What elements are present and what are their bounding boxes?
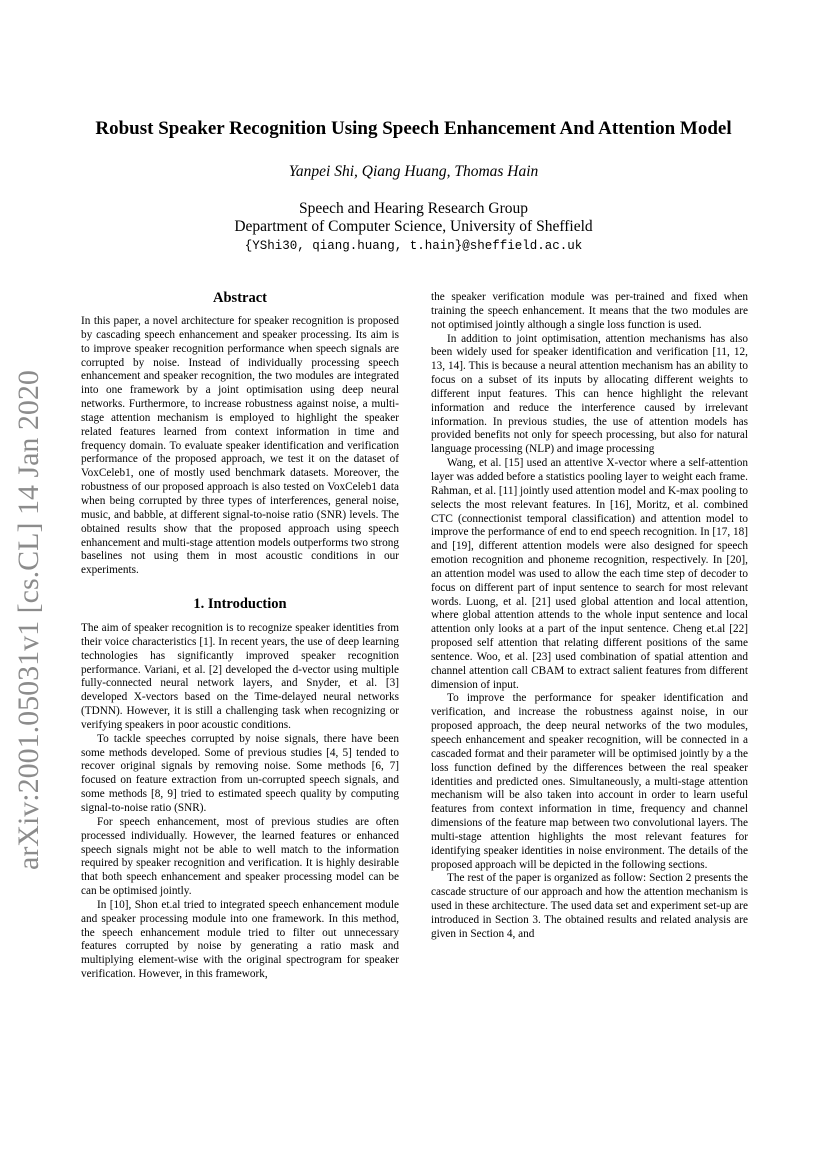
arxiv-stamp xyxy=(14,300,54,870)
author-emails: {YShi30, qiang.huang, t.hain}@sheffield.ac.uk xyxy=(244,239,583,253)
abstract-heading: Abstract xyxy=(213,290,267,306)
arxiv-identifier: arXiv:2001.05031v1 [cs.CL] 14 Jan 2020 xyxy=(12,370,45,870)
abstract-text: In this paper, a novel architecture for speaker recognition is proposed by cascading speech enhancement and speaker processing. Its aim is to improve speaker recognition performance when speech signals are corrupted by noise. Instead of individually processing speech enhancement and speaker recognition, the two modules are integrated into one framework by a joint optimisation using deep neural networks. Furthermore, to increase robustness against noise, a multi-stage attention mechanism is employed to highlight the speaker related features learned from context information in time and frequency domain. To evaluate speaker identification and verification performance of the proposed approach, we test it on the dataset of VoxCeleb1, one of mostly used benchmark datasets. Moreover, the robustness of our proposed approach is also tested on VoxCeleb1 data when being corrupted by three types of interferences, general noise, music, and babble, at different signal-to-noise ratio (SNR) levels. The obtained results show that the proposed approach using speech enhancement and multi-stage attention models outperforms two strong baselines not using them in most acoustic conditions in our experiments. xyxy=(81,315,399,577)
left-column xyxy=(81,290,399,982)
intro-paragraph-4: In [10], Shon et.al tried to integrated speech enhancement module and speaker processing module into one framework. In this method, the speech enhancement module tried to filter out unnecessary features corrupted by noise by generating a ratio mask and multiplying element-wise with the original spectrogram for speaker verification. However, in this framework, xyxy=(81,898,399,981)
authors: Yanpei Shi, Qiang Huang, Thomas Hain xyxy=(288,163,539,180)
intro-paragraph-9: The rest of the paper is organized as follow: Section 2 presents the cascade structure of our approach and how the attention mechanism is used in these architecture. The used data set and experiment set-up are introduced in Section 3. The obtained results and related analysis are given in Section 4, and xyxy=(431,872,748,940)
introduction-heading: 1. Introduction xyxy=(193,596,287,613)
intro-paragraph-6: In addition to joint optimisation, attention mechanisms has also been widely used for speaker identification and verification [11, 12, 13, 14]. This is because a neural attention mechanism has an ability to focus on a subset of its inputs by allocating different weights to different input features. This can hence highlight the relevant information and reduce the interference caused by irrelevant information. In previous studies, the use of attention models has provided benefits not only for speech processing, but also for natural language processing (NLP) and image processing xyxy=(431,332,748,456)
intro-paragraph-1: The aim of speaker recognition is to recognize speaker identities from their voice characteristics [1]. In recent years, the use of deep learning technologies has significantly improved speaker recognition performance. Variani, et al. [2] developed the d-vector using multiple fully-connected neural network layers, and Snyder, et al. [3] developed X-vectors based on the Time-delayed neural networks (TDNN). However, it is still a challenging task when recognizing or verifying speakers in poor acoustic conditions. xyxy=(81,622,399,731)
intro-paragraph-3: For speech enhancement, most of previous studies are often processed individually. However, the learned features or enhanced speech signals might not be able to well match to the information required by speaker recognition and verification. It is highly desirable that both speech enhancement and speaker processing model can be can be optimised jointly. xyxy=(81,815,399,898)
affiliation-department: Department of Computer Science, University of Sheffield xyxy=(234,218,593,235)
intro-paragraph-2: To tackle speeches corrupted by noise signals, there have been some methods developed. Some of previous studies [4, 5] tended to recover original signals by removing noise. Some methods [6, 7] focused on feature extraction from un-corrupted speech signals, and some methods [8, 9] tried to estimated speech quality by computing signal-to-noise ratio (SNR). xyxy=(81,732,399,814)
intro-paragraph-8: To improve the performance for speaker identification and verification, and increase the robustness against noise, in our proposed approach, the deep neural networks of the two modules, speech enhancement and speaker recognition, will be connected in a cascaded format and their parameter will be optimised jointly by a the loss function defined by the differences between the real speaker identities and predicted ones. Simultaneously, a multi-stage attention mechanism will be also taken into account in order to learn useful features from context information in time, frequency and channel dimensions of the feature map between two convolutional layers. The multi-stage attention highlights the most relevant features for identifying speaker identities in noise environment. The details of the proposed approach will be depicted in the following sections. xyxy=(431,692,748,871)
right-column xyxy=(431,291,748,942)
affiliation-group: Speech and Hearing Research Group xyxy=(299,200,528,217)
intro-paragraph-7: Wang, et al. [15] used an attentive X-vector where a self-attention layer was added before a statistics pooling layer to weight each frame. Rahman, et al. [11] jointly used attention model and K-max pooling to selects the most relevant features. In [16], Moritz, et al. combined CTC (connectionist temporal classification) and attention model to improve the performance of end to end speech recognition. In [17, 18] and [19], different attention models were also designed for speech emotion recognition and phoneme recognition, respectively. In [20], an attention model was used to allow the each time step of decoder to focus on different part of input sentence to search for most relevant words. Luong, et al. [21] used global attention and local attention, where global attention attends to the whole input sentence and local attention only looks at a part of the input sentence. Cheng et.al [22] proposed self attention that relating different positions of the same sentence. Woo, et al. [23] used combination of spatial attention and channel attention call CBAM to extract salient features from different dimension of input. xyxy=(431,457,748,691)
paper-title: Robust Speaker Recognition Using Speech Enhancement And Attention Model xyxy=(95,118,732,139)
intro-paragraph-5: the speaker verification module was per-trained and fixed when training the speech enhancement. It means that the two modules are not optimised jointly although a single loss function is used. xyxy=(431,291,748,331)
